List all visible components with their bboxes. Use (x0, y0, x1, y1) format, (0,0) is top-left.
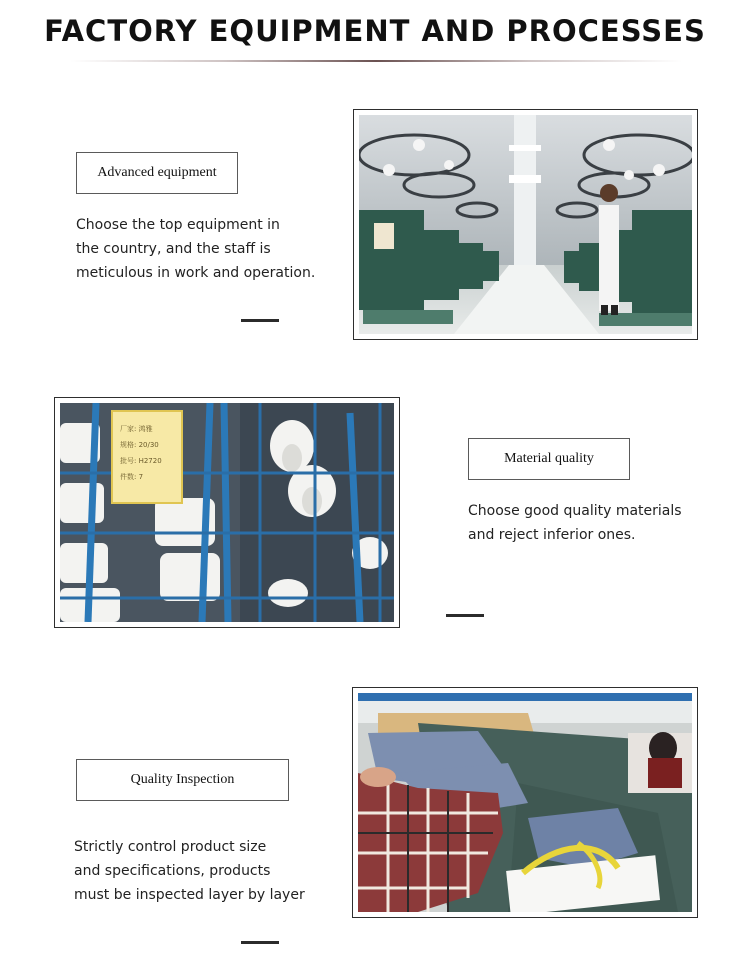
yarn-lot-tag (112, 411, 182, 503)
description-line: Choose good quality materials (468, 503, 682, 519)
advanced-equipment-label: Advanced equipment (76, 152, 238, 194)
section-dash (446, 614, 484, 617)
description-line: and reject inferior ones. (468, 527, 636, 543)
factory-floor-image (359, 115, 692, 334)
quality-inspection-label: Quality Inspection (76, 759, 289, 801)
tag-line: 件数: 7 (120, 473, 144, 481)
description-line: and specifications, products (74, 863, 271, 879)
section-dash (241, 319, 279, 322)
garment-inspection-photo (352, 687, 698, 918)
yarn-rack-photo (54, 397, 400, 628)
tag-line: 厂家: 鸿雅 (120, 425, 153, 433)
description-line: Choose the top equipment in (76, 217, 280, 233)
material-quality-label: Material quality (468, 438, 630, 480)
inspection-table-image (358, 693, 692, 912)
description-line: must be inspected layer by layer (74, 887, 305, 903)
title-divider (70, 60, 682, 62)
quality-inspection-description (74, 835, 305, 907)
advanced-equipment-description (76, 213, 315, 285)
knitting-machines-photo (353, 109, 698, 340)
section-dash (241, 941, 279, 944)
tag-line: 批号: H2720 (120, 457, 162, 465)
page-title: FACTORY EQUIPMENT AND PROCESSES (44, 14, 706, 48)
tag-line: 规格: 20/30 (120, 441, 159, 449)
description-line: Strictly control product size (74, 839, 267, 855)
yarn-spools-image (60, 403, 394, 622)
description-line: the country, and the staff is (76, 241, 271, 257)
description-line: meticulous in work and operation. (76, 265, 316, 281)
material-quality-description (468, 499, 682, 547)
